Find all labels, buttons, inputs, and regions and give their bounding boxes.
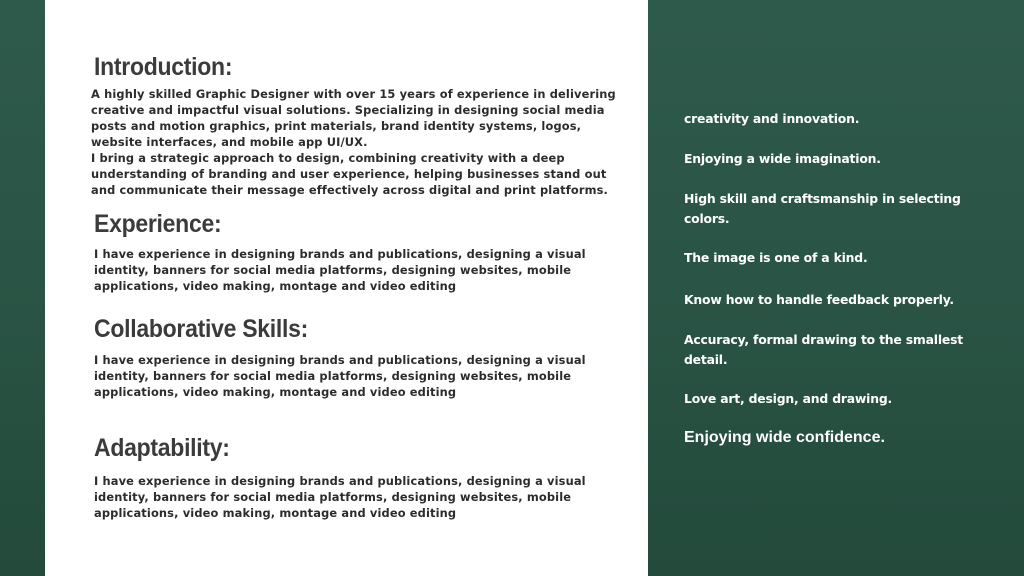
introduction-paragraph-2: I bring a strategic approach to design, combining creativity with a deep understanding of branding and user experience, helping businesses stand out and communicate their message effectively across digital and print platforms. [91, 151, 609, 197]
experience-text: I have experience in designing brands and publications, designing a visual identity, banners for social media platforms, designing websites, mobile applications, video making, montage and video editing [94, 247, 586, 293]
quality-item: Enjoying wide confidence. [684, 429, 885, 446]
quality-item: creativity and innovation. [684, 111, 860, 126]
adaptability-heading: Adaptability: [94, 434, 230, 462]
collaborative-skills-text: I have experience in designing brands and publications, designing a visual identity, banners for social media platforms, designing websites, mobile applications, video making, montage and video editing [94, 353, 586, 399]
introduction-heading: Introduction: [94, 53, 233, 81]
quality-item: Know how to handle feedback properly. [684, 292, 954, 307]
quality-item: Enjoying a wide imagination. [684, 151, 881, 166]
quality-item: Accuracy, formal drawing to the smallest detail. [684, 332, 963, 367]
adaptability-text: I have experience in designing brands and publications, designing a visual identity, banners for social media platforms, designing websites, mobile applications, video making, montage and video editing [94, 474, 586, 520]
introduction-text [91, 86, 626, 198]
quality-item: The image is one of a kind. [684, 250, 868, 265]
quality-item: Love art, design, and drawing. [684, 391, 893, 406]
introduction-paragraph-1: A highly skilled Graphic Designer with over 15 years of experience in delivering creative and impactful visual solutions. Specializing in designing social media posts and motion graphics, print materials, brand identity systems, logos, website interfaces, and mobile app UI/UX. [91, 87, 616, 149]
quality-item: High skill and craftsmanship in selecting colors. [684, 191, 961, 226]
experience-heading: Experience: [94, 210, 222, 238]
collaborative-skills-heading: Collaborative Skills: [94, 315, 309, 343]
